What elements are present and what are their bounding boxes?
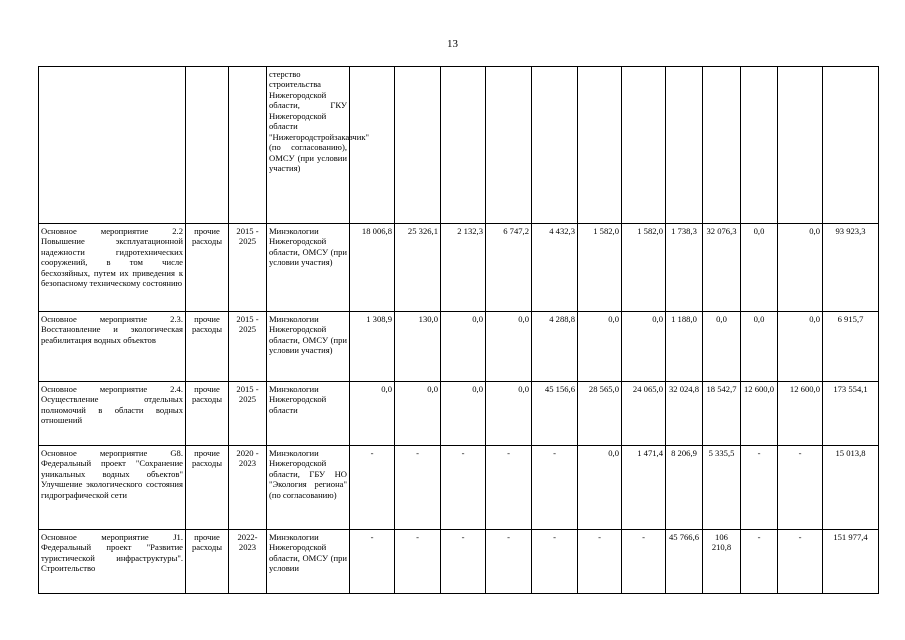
value-cell: - (778, 446, 823, 530)
value-cell: 0,0 (778, 312, 823, 382)
value-cell: 1 582,0 (578, 224, 622, 312)
table-row (39, 312, 879, 382)
value-cell: 6 747,2 (486, 224, 532, 312)
table-row (39, 382, 879, 446)
value-cell: - (622, 530, 666, 594)
value-cell (441, 67, 486, 224)
value-cell: 32 024,8 (666, 382, 703, 446)
expense-type-cell: прочие расходы (186, 446, 229, 530)
period-cell: 2015 - 2025 (229, 382, 267, 446)
value-cell: 18 542,7 (703, 382, 741, 446)
value-cell: 12 600,0 (778, 382, 823, 446)
value-cell (823, 67, 879, 224)
value-cell (395, 67, 441, 224)
value-cell: - (350, 446, 395, 530)
value-cell: 12 600,0 (741, 382, 778, 446)
expense-type-cell: прочие расходы (186, 312, 229, 382)
value-cell: 0,0 (578, 446, 622, 530)
period-cell: 2022-2023 (229, 530, 267, 594)
value-cell: 8 206,9 (666, 446, 703, 530)
value-cell: 1 582,0 (622, 224, 666, 312)
value-cell: 151 977,4 (823, 530, 879, 594)
executor-cell: Минэкологии Нижегородской области, ГБУ НО "Экология региона" (по согласованию) (267, 446, 350, 530)
value-cell: 173 554,1 (823, 382, 879, 446)
period-cell: 2015 - 2025 (229, 224, 267, 312)
value-cell: 0,0 (578, 312, 622, 382)
value-cell: 1 738,3 (666, 224, 703, 312)
value-cell: 45 156,6 (532, 382, 578, 446)
page-number: 13 (447, 38, 458, 50)
value-cell (666, 67, 703, 224)
value-cell: 2 132,3 (441, 224, 486, 312)
value-cell: 0,0 (622, 312, 666, 382)
value-cell: 24 065,0 (622, 382, 666, 446)
value-cell: - (486, 530, 532, 594)
period-cell (229, 67, 267, 224)
value-cell: 15 013,8 (823, 446, 879, 530)
activity-name-cell: Основное мероприятие J1. Федеральный проект "Развитие туристической инфраструктуры". Строительство (39, 530, 186, 594)
value-cell: 45 766,6 (666, 530, 703, 594)
value-cell (622, 67, 666, 224)
value-cell: 1 308,9 (350, 312, 395, 382)
value-cell: 0,0 (486, 382, 532, 446)
value-cell: 0,0 (350, 382, 395, 446)
value-cell: 4 288,8 (532, 312, 578, 382)
value-cell: - (741, 530, 778, 594)
value-cell (578, 67, 622, 224)
value-cell (532, 67, 578, 224)
value-cell: - (350, 530, 395, 594)
value-cell: 4 432,3 (532, 224, 578, 312)
value-cell: 1 188,0 (666, 312, 703, 382)
value-cell: - (395, 446, 441, 530)
expense-type-cell: прочие расходы (186, 382, 229, 446)
value-cell: 93 923,3 (823, 224, 879, 312)
value-cell: 28 565,0 (578, 382, 622, 446)
executor-cell: Минэкологии Нижегородской области, ОМСУ (при условии (267, 530, 350, 594)
activity-name-cell: Основное мероприятие 2.2 Повышение эксплуатационной надежности гидротехнических сооружений, в том числе бесхозяйных, путем их приведения к безопасному техническому состоянию (39, 224, 186, 312)
value-cell (778, 67, 823, 224)
table-row (39, 530, 879, 594)
value-cell: 0,0 (441, 312, 486, 382)
executor-cell: Минэкологии Нижегородской области (267, 382, 350, 446)
table-row (39, 67, 879, 224)
value-cell: 6 915,7 (823, 312, 879, 382)
value-cell: - (578, 530, 622, 594)
activity-name-cell: Основное мероприятие G8. Федеральный проект "Сохранение уникальных водных объектов" Улучшение экологического состояния гидрографической сети (39, 446, 186, 530)
expense-type-cell (186, 67, 229, 224)
value-cell: 32 076,3 (703, 224, 741, 312)
value-cell: - (486, 446, 532, 530)
activity-name-cell: Основное мероприятие 2.4. Осуществление отдельных полномочий в области водных отношений (39, 382, 186, 446)
table-row (39, 446, 879, 530)
value-cell: - (532, 446, 578, 530)
period-cell: 2020 - 2023 (229, 446, 267, 530)
value-cell: - (741, 446, 778, 530)
expense-type-cell: прочие расходы (186, 224, 229, 312)
value-cell: - (532, 530, 578, 594)
value-cell: - (441, 530, 486, 594)
value-cell: 0,0 (778, 224, 823, 312)
value-cell: 25 326,1 (395, 224, 441, 312)
value-cell: 0,0 (741, 312, 778, 382)
value-cell: 106 210,8 (703, 530, 741, 594)
value-cell (741, 67, 778, 224)
period-cell: 2015 - 2025 (229, 312, 267, 382)
executor-cell: стерство строительства Нижегородской области, ГКУ Нижегородской области "Нижегородстройзаказчик" (по согласованию), ОМСУ (при условии участия) (267, 67, 350, 224)
expense-type-cell: прочие расходы (186, 530, 229, 594)
value-cell: 0,0 (703, 312, 741, 382)
value-cell: 1 471,4 (622, 446, 666, 530)
value-cell (350, 67, 395, 224)
activity-name-cell (39, 67, 186, 224)
value-cell: 0,0 (395, 382, 441, 446)
executor-cell: Минэкологии Нижегородской области, ОМСУ (при условии участия) (267, 224, 350, 312)
value-cell: 18 006,8 (350, 224, 395, 312)
value-cell: - (441, 446, 486, 530)
value-cell (486, 67, 532, 224)
budget-table (38, 66, 879, 594)
value-cell: 0,0 (486, 312, 532, 382)
value-cell: 5 335,5 (703, 446, 741, 530)
value-cell: - (395, 530, 441, 594)
value-cell: 0,0 (441, 382, 486, 446)
executor-cell: Минэкологии Нижегородской области, ОМСУ (при условии участия) (267, 312, 350, 382)
value-cell: 0,0 (741, 224, 778, 312)
value-cell: 130,0 (395, 312, 441, 382)
value-cell (703, 67, 741, 224)
activity-name-cell: Основное мероприятие 2.3. Восстановление и экологическая реабилитация водных объектов (39, 312, 186, 382)
value-cell: - (778, 530, 823, 594)
table-row (39, 224, 879, 312)
